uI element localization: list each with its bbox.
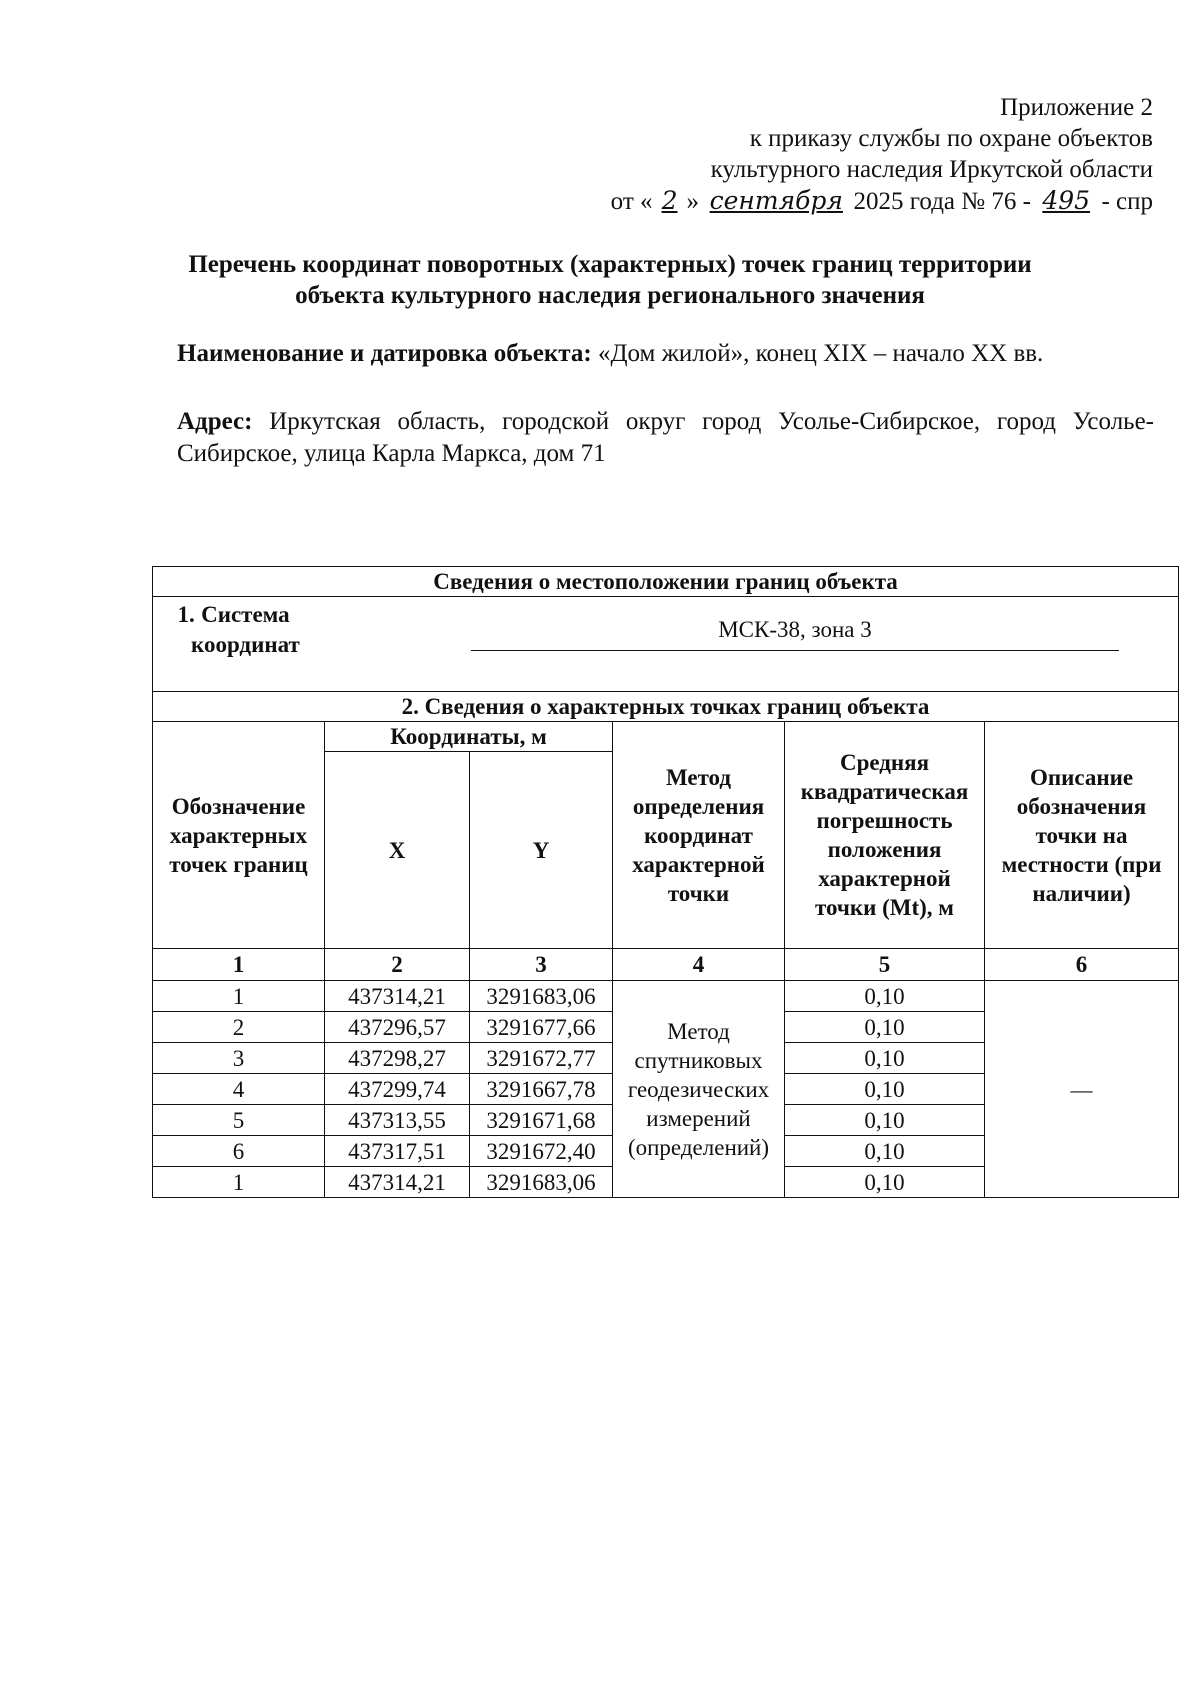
error-mt: 0,10 bbox=[785, 981, 985, 1012]
appendix-number: Приложение 2 bbox=[1000, 94, 1153, 121]
error-mt: 0,10 bbox=[785, 1012, 985, 1043]
error-mt: 0,10 bbox=[785, 1167, 985, 1198]
coordinates-table bbox=[152, 566, 1179, 1198]
col-number: 4 bbox=[613, 949, 785, 981]
coordinate-system-label bbox=[161, 600, 300, 660]
point-id: 6 bbox=[153, 1136, 325, 1167]
coord-x: 437298,27 bbox=[325, 1043, 470, 1074]
coordinate-system-value: МСК-38, зона 3 bbox=[471, 615, 1119, 651]
col-header-method: Метод определения координат характерной точки bbox=[613, 722, 785, 949]
coordinate-system-label-1: Система bbox=[201, 602, 290, 627]
coordinate-system-cell bbox=[153, 597, 1179, 692]
col-number: 6 bbox=[985, 949, 1179, 981]
date-day: 2 bbox=[661, 186, 678, 215]
col-number: 3 bbox=[470, 949, 613, 981]
appendix-header bbox=[433, 92, 1153, 217]
col-number: 1 bbox=[153, 949, 325, 981]
coordinate-system-number: 1. bbox=[177, 602, 195, 627]
object-name-label: Наименование и датировка объекта: bbox=[177, 340, 592, 367]
error-mt: 0,10 bbox=[785, 1105, 985, 1136]
error-mt: 0,10 bbox=[785, 1136, 985, 1167]
coord-y: 3291667,78 bbox=[470, 1074, 613, 1105]
col-number: 2 bbox=[325, 949, 470, 981]
coord-x: 437296,57 bbox=[325, 1012, 470, 1043]
error-mt: 0,10 bbox=[785, 1074, 985, 1105]
coord-y: 3291672,40 bbox=[470, 1136, 613, 1167]
coordinate-system-label-2: координат bbox=[191, 632, 300, 657]
col-header-x: X bbox=[325, 752, 470, 949]
date-month: сентября bbox=[709, 186, 843, 215]
coord-y: 3291677,66 bbox=[470, 1012, 613, 1043]
coord-x: 437314,21 bbox=[325, 981, 470, 1012]
order-suffix: - спр bbox=[1101, 188, 1153, 215]
col-header-error: Средняя квадратическая погрешность положения характерной точки (Mt), м bbox=[785, 722, 985, 949]
title-line-2: объекта культурного наследия регионального значения bbox=[295, 282, 925, 309]
order-number: 495 bbox=[1042, 186, 1091, 215]
point-id: 4 bbox=[153, 1074, 325, 1105]
point-id: 2 bbox=[153, 1012, 325, 1043]
col-header-description: Описание обозначения точки на местности (при наличии) bbox=[985, 722, 1179, 949]
point-id: 1 bbox=[153, 981, 325, 1012]
document-title bbox=[150, 249, 1070, 311]
coord-x: 437314,21 bbox=[325, 1167, 470, 1198]
date-year: 2025 года № 76 - bbox=[853, 188, 1031, 215]
coord-x: 437313,55 bbox=[325, 1105, 470, 1136]
error-mt: 0,10 bbox=[785, 1043, 985, 1074]
point-id: 5 bbox=[153, 1105, 325, 1136]
object-name bbox=[177, 338, 1154, 370]
title-line-1: Перечень координат поворотных (характерных) точек границ территории bbox=[188, 251, 1032, 278]
coord-x: 437317,51 bbox=[325, 1136, 470, 1167]
date-prefix: от « bbox=[610, 188, 653, 215]
order-reference: к приказу службы по охране объектов bbox=[749, 125, 1153, 152]
coord-y: 3291672,77 bbox=[470, 1043, 613, 1074]
object-address-label: Адрес: bbox=[177, 408, 253, 435]
object-name-value: «Дом жилой», конец XIX – начало XX вв. bbox=[597, 340, 1044, 367]
agency-name: культурного наследия Иркутской области bbox=[710, 156, 1153, 183]
section-1-title: Сведения о местоположении границ объекта bbox=[153, 567, 1179, 597]
point-id: 3 bbox=[153, 1043, 325, 1074]
object-address-value: Иркутская область, городской округ город Усолье-Сибирское, город Усолье-Сибирское, улица Карла Маркса, дом 71 bbox=[177, 408, 1155, 467]
coord-y: 3291683,06 bbox=[470, 1167, 613, 1198]
point-id: 1 bbox=[153, 1167, 325, 1198]
col-number: 5 bbox=[785, 949, 985, 981]
col-header-y: Y bbox=[470, 752, 613, 949]
method-cell: Метод спутниковых геодезических измерений (определений) bbox=[613, 981, 785, 1198]
coord-y: 3291683,06 bbox=[470, 981, 613, 1012]
col-header-coordinates: Координаты, м bbox=[325, 722, 613, 752]
col-header-designation: Обозначение характерных точек границ bbox=[153, 722, 325, 949]
object-address bbox=[177, 406, 1154, 470]
order-date-line bbox=[433, 185, 1153, 217]
coord-x: 437299,74 bbox=[325, 1074, 470, 1105]
description-cell: — bbox=[985, 981, 1179, 1198]
coord-y: 3291671,68 bbox=[470, 1105, 613, 1136]
date-mid: » bbox=[686, 188, 700, 215]
section-2-title: 2. Сведения о характерных точках границ объекта bbox=[153, 692, 1179, 722]
table-row bbox=[153, 981, 1179, 1012]
